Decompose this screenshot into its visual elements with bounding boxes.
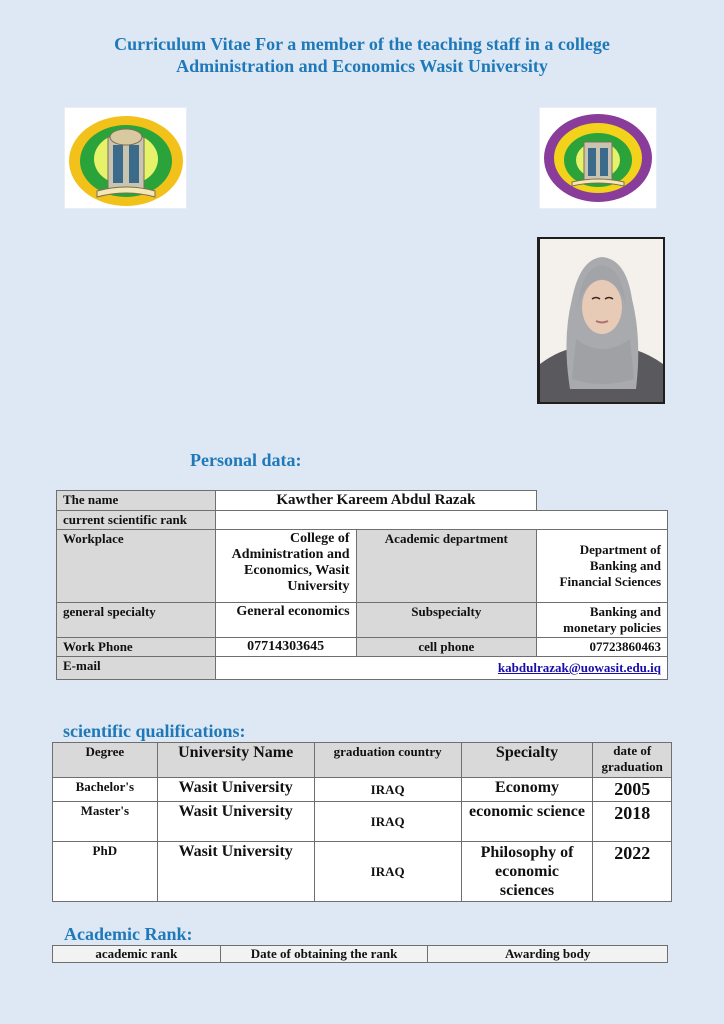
specialty-cell: Economy xyxy=(461,778,593,802)
subspecialty-value: Banking and monetary policies xyxy=(537,603,668,638)
year-cell: 2022 xyxy=(593,842,672,902)
college-logo xyxy=(539,107,657,209)
table-header-row xyxy=(53,946,668,963)
year-cell: 2005 xyxy=(593,778,672,802)
name-value: Kawther Kareem Abdul Razak xyxy=(215,491,536,511)
cell-phone-value: 07723860463 xyxy=(537,638,668,657)
page-title xyxy=(0,33,724,77)
workplace-value: College of Administration and Economics, Wasit University xyxy=(215,530,356,603)
table-row xyxy=(53,778,672,802)
name-label: The name xyxy=(57,491,216,511)
department-value: Department of Banking and Financial Sciences xyxy=(537,530,668,603)
workplace-label: Workplace xyxy=(57,530,216,603)
table-row xyxy=(53,842,672,902)
department-label: Academic department xyxy=(356,530,537,603)
header-specialty: Specialty xyxy=(461,743,593,778)
email-link[interactable]: kabdulrazak@uowasit.edu.iq xyxy=(497,660,661,675)
qualifications-heading: scientific qualifications: xyxy=(63,721,246,741)
country-cell: IRAQ xyxy=(314,802,461,842)
cell-phone-label: cell phone xyxy=(356,638,537,657)
title-line-1: Curriculum Vitae For a member of the teaching staff in a college xyxy=(114,34,610,54)
degree-cell: Bachelor's xyxy=(53,778,158,802)
specialty-cell: Philosophy of economic sciences xyxy=(461,842,593,902)
empty-cell xyxy=(537,491,668,511)
table-row xyxy=(57,638,668,657)
year-cell: 2018 xyxy=(593,802,672,842)
rank-value xyxy=(215,511,667,530)
header-awarding-body: Awarding body xyxy=(428,946,668,963)
table-header-row xyxy=(53,743,672,778)
work-phone-label: Work Phone xyxy=(57,638,216,657)
university-cell: Wasit University xyxy=(157,802,314,842)
profile-photo xyxy=(537,237,665,404)
academic-rank-table xyxy=(52,945,668,963)
country-cell: IRAQ xyxy=(314,842,461,902)
header-university: University Name xyxy=(157,743,314,778)
university-cell: Wasit University xyxy=(157,778,314,802)
personal-data-table xyxy=(56,490,668,680)
table-row xyxy=(57,603,668,638)
general-specialty-value: General economics xyxy=(215,603,356,638)
specialty-cell: economic science xyxy=(461,802,593,842)
rank-label: current scientific rank xyxy=(57,511,216,530)
header-degree: Degree xyxy=(53,743,158,778)
table-row xyxy=(57,511,668,530)
personal-data-heading: Personal data: xyxy=(190,450,302,470)
degree-cell: PhD xyxy=(53,842,158,902)
table-row xyxy=(57,491,668,511)
email-label: E-mail xyxy=(57,657,216,680)
header-date-obtained: Date of obtaining the rank xyxy=(220,946,428,963)
general-specialty-label: general specialty xyxy=(57,603,216,638)
table-row xyxy=(53,802,672,842)
person-portrait-icon xyxy=(540,239,663,402)
subspecialty-label: Subspecialty xyxy=(356,603,537,638)
wasit-university-logo xyxy=(64,107,187,209)
work-phone-value: 07714303645 xyxy=(215,638,356,657)
table-row xyxy=(57,657,668,680)
qualifications-table xyxy=(52,742,672,902)
header-graduation-date: date of graduation xyxy=(593,743,672,778)
table-row xyxy=(57,530,668,603)
title-line-2: Administration and Economics Wasit University xyxy=(176,56,548,76)
academic-rank-heading: Academic Rank: xyxy=(64,924,193,944)
university-emblem-icon xyxy=(67,109,185,207)
college-emblem-icon xyxy=(542,110,654,206)
degree-cell: Master's xyxy=(53,802,158,842)
university-cell: Wasit University xyxy=(157,842,314,902)
header-academic-rank: academic rank xyxy=(53,946,221,963)
header-country: graduation country xyxy=(314,743,461,778)
email-cell xyxy=(215,657,667,680)
country-cell: IRAQ xyxy=(314,778,461,802)
